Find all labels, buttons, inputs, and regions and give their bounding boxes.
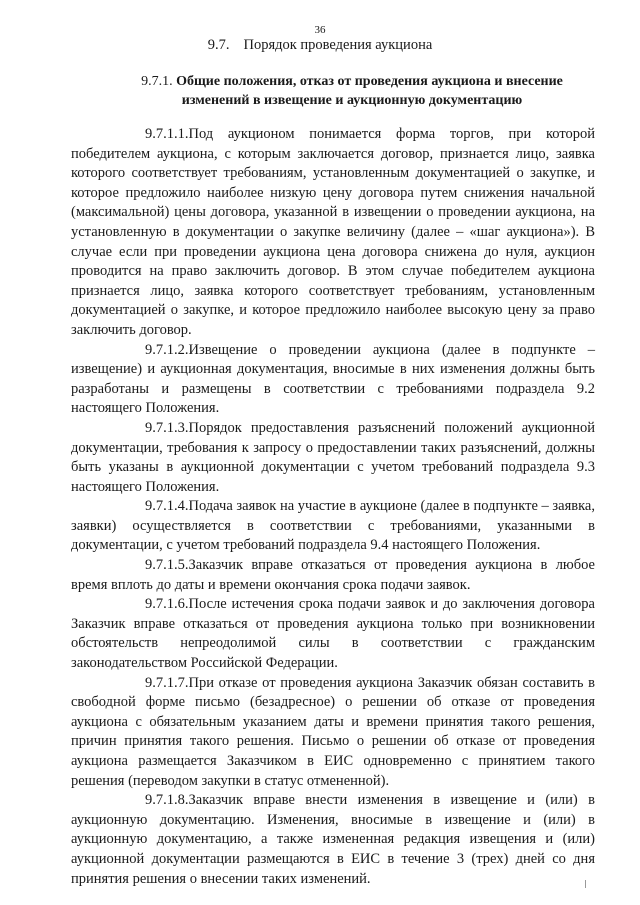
- paragraph: [71, 125, 595, 341]
- paragraph: [71, 419, 595, 497]
- paragraph: [71, 341, 595, 419]
- paragraph-number: 9.7.1.8.: [145, 792, 189, 809]
- paragraph-number: 9.7.1.3.: [145, 419, 189, 436]
- paragraph-text: При отказе от проведения аукциона Заказчик обязан составить в свободной форме письмо (безадресное) о решении об отказе от проведения аукциона с обязательным указанием даты и времени принятия такого решения, причин принятия такого решения. Письмо о решении об отказе от проведения аукциона размещается Заказчиком в ЕИС одновременно с принятием такого решения (переводом закупки в статус отмененной).: [71, 674, 595, 789]
- subsection-title: Общие положения, отказ от проведения аукциона и внесение изменений в извещение и аукционную документацию: [176, 74, 563, 108]
- page-number: 36: [314, 24, 326, 36]
- paragraph: [71, 497, 595, 556]
- paragraph-text: Заказчик вправе отказаться от проведения аукциона в любое время вплоть до даты и времени окончания срока подачи заявок.: [71, 557, 595, 593]
- paragraph: [71, 595, 595, 673]
- paragraph-number: 9.7.1.2.: [145, 341, 189, 358]
- section-number: 9.7.: [207, 37, 230, 53]
- scan-margin-mark: [585, 880, 586, 888]
- section-title: Порядок проведения аукциона: [243, 37, 433, 53]
- paragraph-text: Под аукционом понимается форма торгов, при которой победителем аукциона, с которым заключается договор, признается лицо, заявка которого соответствует требованиям, установленным документацией о закупке, и которое предложило наиболее низкую цену договора путем снижения начальной (максимальной) цены договора, указанной в извещении о проведении аукциона, на установленную в документации о закупке величину (далее – «шаг аукциона»). В случае если при проведении аукциона цена договора снижена до нуля, аукцион проводится на право заключить договор. В этом случае победителем аукциона признается лицо, заявка которого соответствует требованиям, установленным документацией о закупке, и которое предложило наиболее высокую цену за право заключить договор.: [71, 126, 595, 338]
- subsection-number: 9.7.1.: [141, 74, 173, 89]
- paragraph: [71, 556, 595, 595]
- paragraph-number: 9.7.1.6.: [145, 596, 189, 613]
- subsection-heading: [112, 72, 592, 110]
- document-body: [71, 125, 595, 889]
- paragraph-text: После истечения срока подачи заявок и до заключения договора Заказчик вправе отказаться от проведения аукциона только при возникновении обстоятельств непреодолимой силы в соответствии с гражданским законодательством Российской Федерации.: [71, 596, 595, 672]
- paragraph-text: Заказчик вправе внести изменения в извещение и (или) в аукционную документацию. Изменения, вносимые в извещение и (или) в аукционную документацию, а также измененная редакция извещения и (или) аукционной документации размещаются в ЕИС в течение 3 (трех) дней со дня принятия решения о внесении таких изменений.: [71, 792, 595, 887]
- section-heading: [0, 37, 640, 54]
- paragraph-number: 9.7.1.5.: [145, 557, 189, 574]
- paragraph: [71, 791, 595, 889]
- paragraph-number: 9.7.1.1.: [145, 126, 189, 142]
- paragraph: [71, 674, 595, 792]
- paragraph-text: Извещение о проведении аукциона (далее в подпункте – извещение) и аукционная документация, вносимые в них изменения должны быть разработаны и размещены в соответствии с требованиями подраздела 9.2 настоящего Положения.: [71, 341, 595, 417]
- paragraph-number: 9.7.1.7.: [145, 674, 189, 691]
- paragraph-text: Порядок предоставления разъяснений положений аукционной документации, требования к запросу о предоставлении таких разъяснений, должны быть указаны в аукционной документации с учетом требований подраздела 9.3 настоящего Положения.: [71, 419, 595, 495]
- paragraph-text: Подача заявок на участие в аукционе (далее в подпункте – заявка, заявки) осуществляется в соответствии с требованиями, указанными в документации, с учетом требований подраздела 9.4 настоящего Положения.: [71, 498, 595, 554]
- paragraph-number: 9.7.1.4.: [145, 498, 189, 515]
